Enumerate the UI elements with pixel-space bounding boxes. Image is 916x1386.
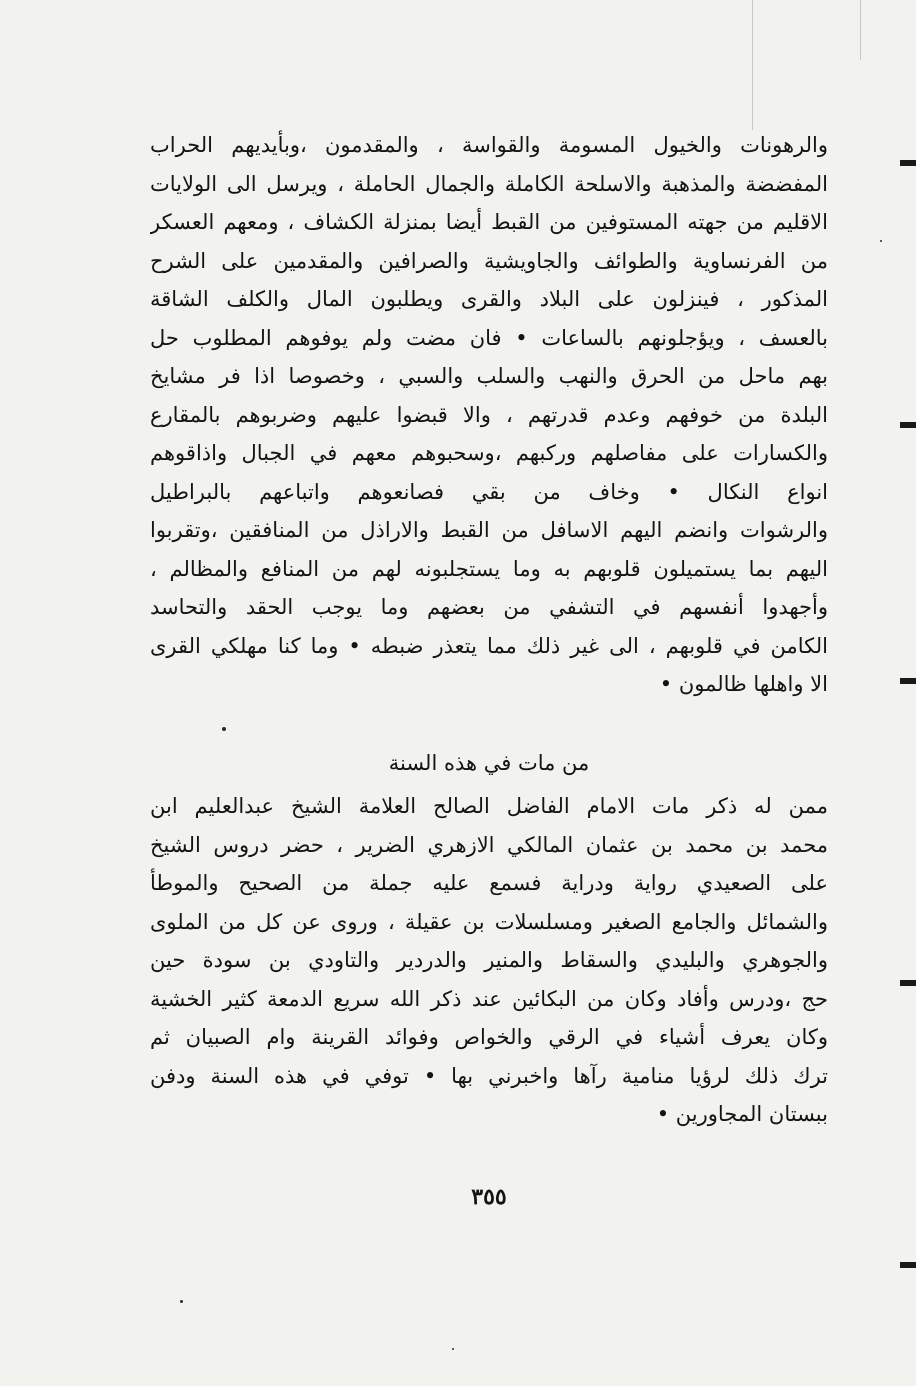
text-line: من الفرنساوية والطوائف والجاويشية والصرافين والمقدمين على الشرح [150, 248, 828, 273]
edge-mark [900, 980, 916, 986]
text-line: الكامن في قلوبهم ، الى غير ذلك مما يتعذر ضبطه • وما كنا مهلكي القرى [150, 633, 828, 658]
text-line: اليهم بما يستميلون قلوبهم به وما يستجلبونه لهم من المنافع والمظالم ، [150, 556, 828, 581]
text-line: ممن له ذكر مات الامام الفاضل الصالح العلامة الشيخ عبدالعليم ابن [150, 794, 828, 818]
edge-mark [900, 160, 916, 166]
text-line: والشمائل والجامع الصغير ومسلسلات بن عقيلة ، وروى عن كل من الملوى [150, 909, 828, 934]
text-line: انواع النكال • وخاف من بقي فصانعوهم واتباعهم بالبراطيل [150, 479, 828, 504]
text-line: المفضضة والمذهبة والاسلحة الكاملة والجمال الحاملة ، ويرسل الى الولايات [150, 171, 828, 196]
section-heading: من مات في هذه السنة [388, 751, 590, 775]
text-line: الا واهلها ظالمون • [659, 672, 828, 696]
text-line: الاقليم من جهته المستوفين من القبط أيضا بمنزلة الكشاف ، ومعهم العسكر [150, 210, 828, 234]
text-line: والرهونات والخيول المسومة والقواسة ، والمقدمون ،وبأيديهم الحراب [150, 133, 828, 157]
ink-speck [880, 240, 882, 242]
text-line: البلدة من خوفهم وعدم قدرتهم ، والا قبضوا عليهم وضربوهم بالمقارع [150, 402, 828, 427]
text-line: حج ،ودرس وأفاد وكان من البكائين عند ذكر الله سريع الدمعة كثير الخشية [150, 986, 828, 1011]
ink-speck [452, 1348, 454, 1350]
page-number: ٣٥٥ [471, 1184, 507, 1210]
text-line: وأجهدوا أنفسهم في التشفي من بعضهم وما يوجب الحقد والتحاسد [150, 595, 828, 619]
ink-speck [180, 1300, 183, 1303]
text-line: بالعسف ، ويؤجلونهم بالساعات • فان مضت ولم يوفوهم المطلوب حل [150, 325, 828, 350]
binding-shadow [752, 0, 753, 130]
paragraph-1 [150, 126, 828, 704]
text-line: محمد بن محمد بن عثمان المالكي الازهري الضرير ، حضر دروس الشيخ [150, 832, 828, 857]
text-line: بهم ماحل من الحرق والنهب والسلب والسبي ، وخصوصا اذا فر مشايخ [150, 364, 828, 388]
binding-shadow [860, 0, 861, 60]
text-line: ترك ذلك لرؤيا منامية رآها واخبرني بها • توفي في هذه السنة ودفن [150, 1063, 828, 1088]
ink-speck [222, 727, 226, 731]
edge-mark [900, 422, 916, 428]
text-line: على الصعيدي رواية ودراية فسمع عليه جملة من الصحيح والموطأ [150, 871, 828, 895]
text-line: والكسارات على مفاصلهم وركبهم ،وسحبوهم معهم في الجبال واذاقوهم [150, 441, 828, 465]
edge-mark [900, 1262, 916, 1268]
text-line: والجوهري والبليدي والسقاط والمنير والدردير والتاودي بن سودة حين [150, 948, 828, 972]
text-line: ببستان المجاورين • [656, 1102, 828, 1126]
text-line: المذكور ، فينزلون على البلاد والقرى ويطلبون المال والكلف الشاقة [150, 287, 828, 311]
text-line: والرشوات وانضم اليهم الاسافل من القبط والاراذل من المنافقين ،وتقربوا [150, 518, 828, 542]
edge-mark [900, 678, 916, 684]
paragraph-2 [150, 787, 828, 1134]
text-line: وكان يعرف أشياء في الرقي والخواص وفوائد القرينة وام الصبيان ثم [150, 1025, 828, 1049]
